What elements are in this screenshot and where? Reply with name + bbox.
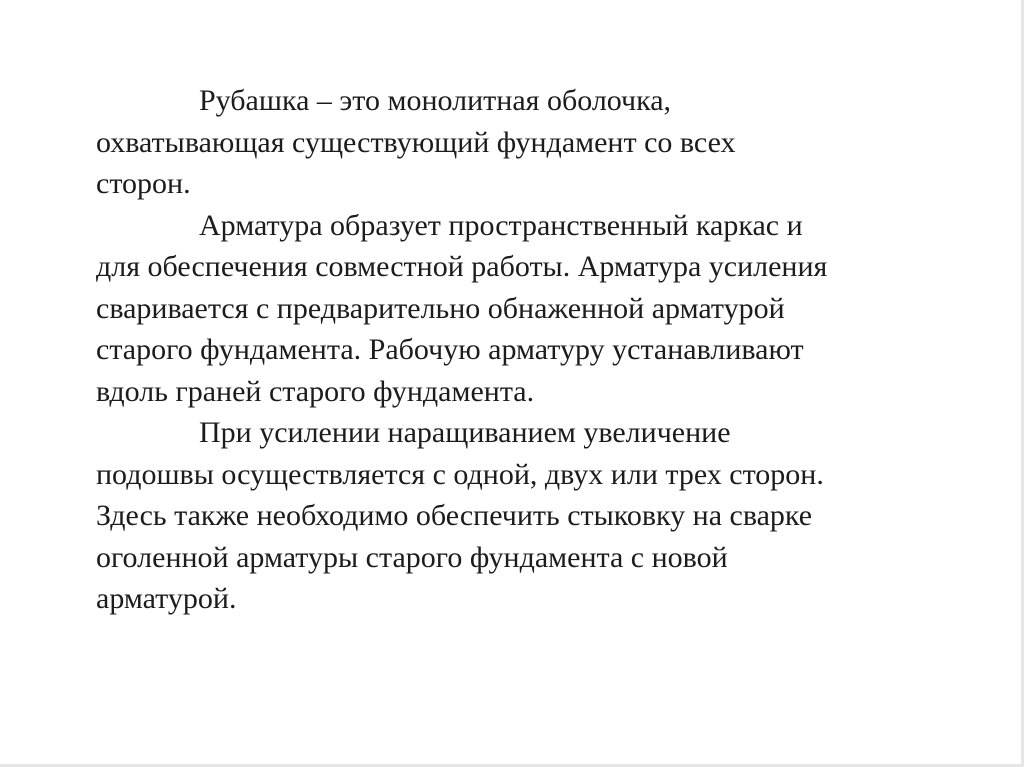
text-line: арматурой. [96, 582, 237, 615]
text-line: старого фундамента. Рабочую арматуру устанавливают [96, 333, 804, 366]
text-line: оголенной арматуры старого фундамента с новой [96, 540, 728, 574]
text-line: для обеспечения совместной работы. Арматура усиления [96, 250, 828, 283]
text-line: сторон. [96, 167, 191, 200]
text-line: Здесь также необходимо обеспечить стыковку на сварке [96, 499, 813, 532]
text-line: сваривается с предварительно обнаженной арматурой [96, 291, 785, 325]
paragraph-reinforcement [96, 205, 956, 413]
text-line: вдоль граней старого фундамента. [96, 374, 535, 408]
text-line: При усилении наращиванием увеличение [199, 416, 731, 449]
text-line: охватывающая существующий фундамент со всех [96, 125, 736, 159]
paragraph-shirt-definition [96, 80, 956, 205]
text-line: Рубашка – это монолитная оболочка, [199, 84, 672, 117]
slide-body-text [96, 80, 956, 620]
paragraph-sole-extension [96, 412, 956, 620]
text-line: Арматура образует пространственный каркас и [199, 208, 803, 242]
text-line: подошвы осуществляется с одной, двух или трех сторон. [96, 457, 824, 491]
